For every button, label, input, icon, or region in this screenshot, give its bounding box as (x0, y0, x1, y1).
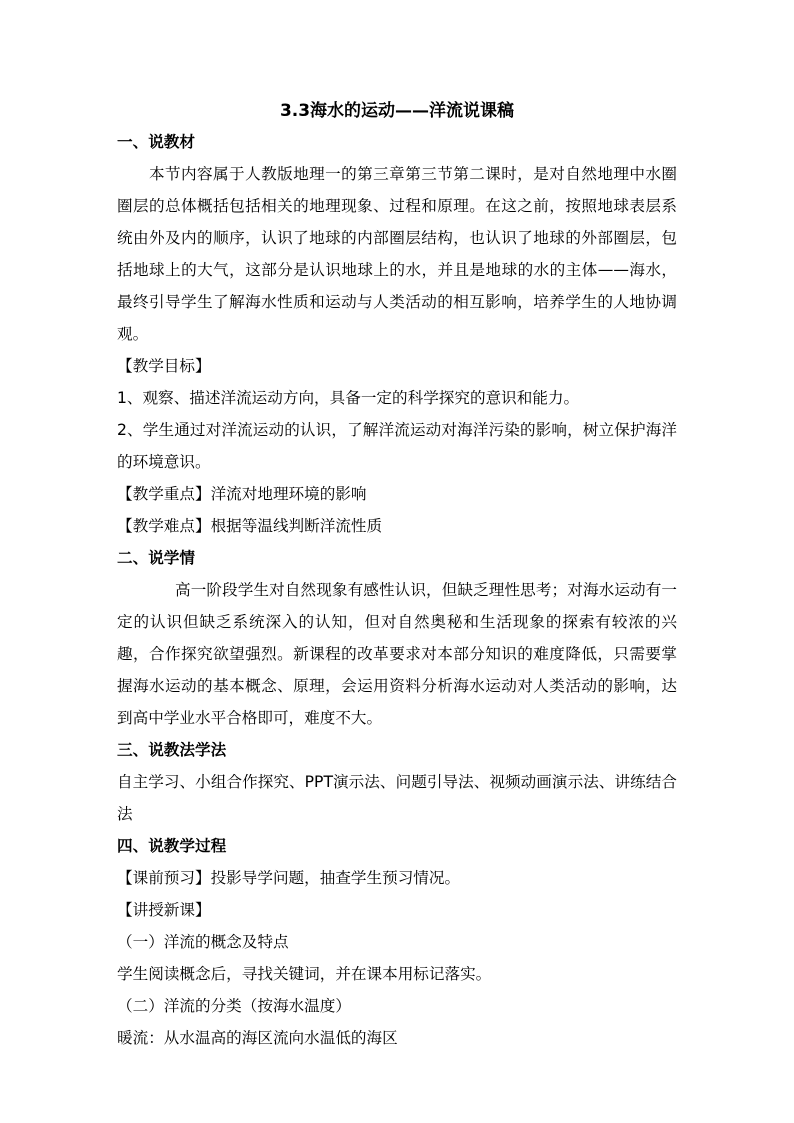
new-lesson-heading: 【讲授新课】 (117, 901, 211, 919)
teaching-goal-1: 1、观察、描述洋流运动方向，具备一定的科学探究的意识和能力。 (117, 389, 580, 407)
subsection-concept: （一）洋流的概念及特点 (117, 933, 289, 951)
section-heading-textbook: 一、说教材 (117, 133, 195, 151)
subsection-classification: （二）洋流的分类（按海水温度） (117, 997, 351, 1015)
section-heading-methods: 三、说教法学法 (117, 741, 227, 759)
document-title: 3.3海水的运动——洋流说课稿 (279, 101, 515, 121)
section-paragraph-textbook: 本节内容属于人教版地理一的第三章第三节第二课时，是对自然地理中水圈圈层的总体概括包括相关的地理现象、过程和原理。在这之前，按照地球表层系统由外及内的顺序，认识了地球的内部圈层结构，也认识了地球的外部圈层，包括地球上的大气，这部分是认识地球上的水，并且是地球的水的主体——海水，最终引导学生了解海水性质和运动与人类活动的相互影响，培养学生的人地协调观。 (117, 165, 677, 343)
teaching-goals-heading: 【教学目标】 (117, 357, 211, 375)
section-paragraph-students: 高一阶段学生对自然现象有感性认识，但缺乏理性思考；对海水运动有一定的认识但缺乏系统深入的认知，但对自然奥秘和生活现象的探索有较浓的兴趣，合作探究欲望强烈。新课程的改革要求对本部分知识的难度降低，只需要掌握海水运动的基本概念、原理，会运用资料分析海水运动对人类活动的影响，达到高中学业水平合格即可，难度不大。 (117, 581, 677, 727)
teaching-key-point: 【教学重点】洋流对地理环境的影响 (117, 485, 367, 503)
warm-current-text: 暖流：从水温高的海区流向水温低的海区 (117, 1029, 398, 1047)
subsection-concept-text: 学生阅读概念后，寻找关键词，并在课本用标记落实。 (117, 965, 492, 983)
preview-line: 【课前预习】投影导学问题，抽查学生预习情况。 (117, 869, 461, 887)
document-page (117, 96, 677, 1054)
teaching-difficult-point: 【教学难点】根据等温线判断洋流性质 (117, 517, 383, 535)
teaching-goal-2: 2、学生通过对洋流运动的认识，了解洋流运动对海洋污染的影响，树立保护海洋的环境意识。 (117, 421, 677, 471)
section-paragraph-methods: 自主学习、小组合作探究、PPT演示法、问题引导法、视频动画演示法、讲练结合法 (117, 773, 677, 823)
section-heading-students: 二、说学情 (117, 549, 195, 567)
section-heading-process: 四、说教学过程 (117, 837, 227, 855)
